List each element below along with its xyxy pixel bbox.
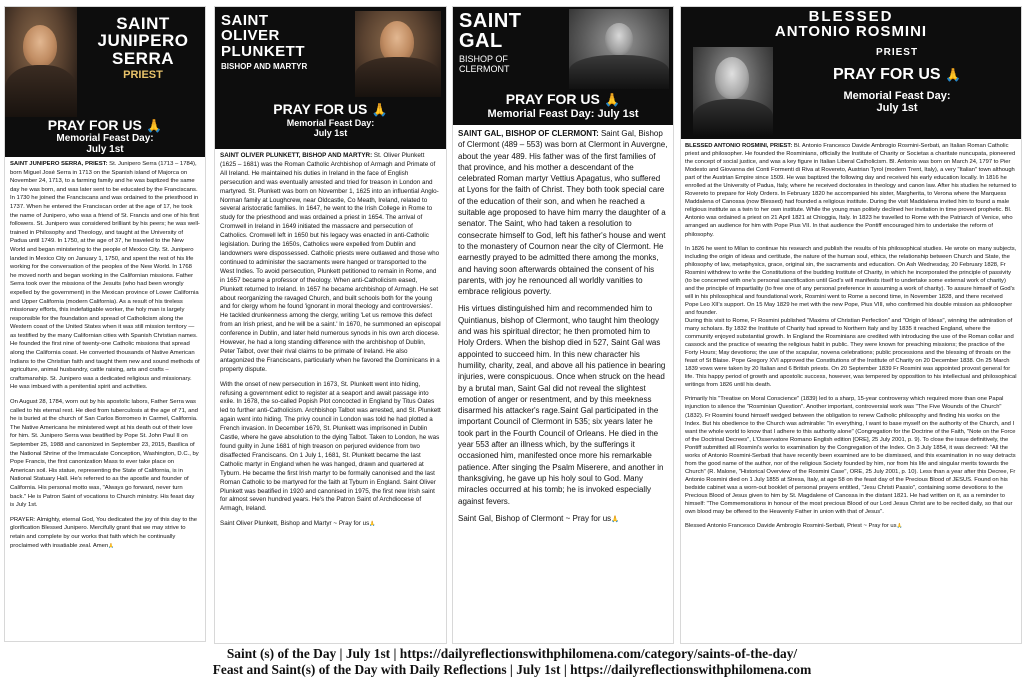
plunkett-paragraph-2: With the onset of new persecution in 1673, St. Plunkett went into hiding, refusing a government edict to register at a seaport and await passage into exile. In 1678, the so-called Popish Plot concocted in England by Titus Oates led to further anti-Catholicism. Archbishop Talbot was arrested, and St. Plunkett again went into hiding. The privy council in London was told he had plotted a French invasion. In December 1679, St. Plunkett was imprisoned in Dublin Castle, where he gave absolution to the dying Talbot. Taken to London, he was found guilty in June 1681 of high treason on perjured evidence from two disaffected Franciscans. On 1 July 1, 1681, St. Plunkett became the last Catholic martyr in England when he was hanged, drawn and quartered at Tyburn. He became the first Irish martyr to be formally canonised and the last Roman Catholic to be martyred for the faith at Tyburn in England. Saint Oliver Plunkett was beatified in 1920 and canonised in 1975, the first new Irish saint for almost seven hundred years. He's the Patron Saint of Archdiocese of Armagh, Ireland.: [220, 380, 441, 513]
junipero-paragraph-2: On August 28, 1784, worn out by his apostolic labors, Father Serra was called to his eternal rest. He died from tuberculosis at the age of 71, and he is buried at the church of San Carlos Borromeo in Carmel, California. The Native Americans he ministered wept at his death out of their love for him. St. Junipero Serra was beatified by Pope St. John Paul II on September 25, 1988 and canonized in September 23, 2015, Basilica of the National Shrine of the Immaculate Conception, Washington, D.C., by Pope Francis, the first canonization Mass to ever take place on American soil. His statue, representing the State of California, is in National Statuary Hall. He's referred to as the apostle and founder of California. His personal motto was, "Always go forward, never turn back." He is Patron Saint of vocations to Church ministry. His feast day is July 1st.: [10, 399, 199, 509]
plunkett-role: BISHOP AND MARTYR: [221, 61, 308, 71]
junipero-portrait-image: [5, 7, 77, 117]
praying-hands-icon: 🙏: [611, 515, 620, 523]
saint-oliver-plunkett-card: [214, 6, 447, 644]
rosmini-heading: BLESSED ANTONIO ROSMINI, PRIEST:: [685, 143, 793, 149]
junipero-name-line-2: JUNIPERO: [97, 31, 189, 51]
plunkett-heading: SAINT OLIVER PLUNKETT, BISHOP AND MARTYR:: [220, 152, 373, 159]
gal-prayer: Saint Gal, Bishop of Clermont ~ Pray for us: [458, 513, 612, 523]
junipero-name-line-3: SERRA: [111, 48, 174, 68]
rosmini-banner: [681, 7, 1021, 139]
gal-role-line-2: CLERMONT: [459, 63, 510, 74]
gal-heading: SAINT GAL, BISHOP OF CLERMONT:: [458, 129, 599, 138]
saint-gal-card: [452, 6, 674, 644]
junipero-name-line-1: SAINT: [116, 14, 170, 33]
blessed-antonio-rosmini-card: [680, 6, 1022, 644]
junipero-role: PRIEST: [123, 68, 163, 81]
rosmini-biography: [681, 139, 1021, 539]
footer-caption: [0, 646, 1024, 678]
junipero-paragraph-1: St. Junipero Serra (1713 – 1784), born Miguel José Serra in 1713 on the Spanish island of Majorca on November 24, 1713, to a farming family and he was baptized the same day he was born, and was later sent to be educated by the Franciscans. In 1730 he joined the Franciscans and was ordained to the priesthood in 1737. When he entered the Franciscan order at the age of 17, he took the name of Junipero, who was a friend of St. Francis and one of his first followers. St. Junipero was considered brilliant by his peers; he was well-trained in Philosophy and Theology, and taught at the University of Padua until 1749. In 1750, at the age of 37, he traveled to the New World and began ministering to the people of Mexico City. St. Junipero landed in Mexico City on January 1, 1750, and spent the rest of his life working for the conversation of the peoples of the New World. In 1768 he moved north and began working in the Californian missions. Father Serra took over the missions of the Jesuits (who had been wrongly expelled by the government) in the Mexican province of Lower California and Upper California (modern California). As a result of his tireless missionary efforts, this indefatigable worker, the holy man is largely responsible for the foundation and spread of Catholicism along the Western coast of the United States when it was still mission territory —as testified by the many Californian cities with Spanish Christian names. He founded the first nine of twenty-one Catholic missions that spread along the California coast. He converted thousands of Native American Indians to the Christian faith and taught them new and sound methods of agriculture, animal husbandry, cattle raising, arts and crafts – craftsmanship. St. Junipero was a dedicated religious and missionary. He was imbued with a penitential spirit and activities.: [10, 161, 200, 391]
plunkett-memorial-label: Memorial Feast Day:: [286, 118, 375, 128]
gal-name-line-1: SAINT: [459, 10, 522, 32]
plunkett-paragraph-1: St. Oliver Plunkett (1625 – 1681) was the Roman Catholic Archbishop of Armagh and Primate of All Ireland. He maintained his duties in Ireland in the face of English persecution and was eventually arrested and tried for treason in London and martyred. St. Plunkett was born on November 1, 1625 into an influential Anglo-Norman family at Loughcrew, near Oldcastle, Co Meath, Ireland, related to several aristocratic families. In 1647, he went to the Irish College in Rome to study for the priesthood and was ordained a priest in 1654. The arrival of Cromwell in Ireland in 1649 initiated the massacre and persecution of Catholics. Cromwell left in 1650 but his legacy was enacted in anti-Catholic legislation. During the 1650s, Catholics were expelled from Dublin and landowners were dispossessed. Catholic priests were outlawed and those who continued to administer the sacraments were hanged or transported to the West Indies. To avoid persecution, Plunkett petitioned to remain in Rome, and in 1657 became a professor of theology. When anti-Catholicism eased, Plunkett returned to Ireland. In 1657 he became archbishop of Armagh. He set about reorganizing the ravaged Church, and built schools both for the young and for clergy whom he found 'ignorant in moral theology and controversies'. He tackled drunkenness among the clergy, writing 'Let us remove this defect from an Irish priest, and he will be a saint.' In 1670, he summoned an episcopal conference in Dublin, and later held numerous synods in his own arch diocese. However, he had a long standing difference with the archbishop of Dublin, Peter Talbot, over their rival claims to be primate of Ireland. He also antagonized the Franciscans, particularly when he favored the Dominicans in a property dispute.: [220, 152, 441, 373]
praying-hands-icon: 🙏: [369, 521, 376, 528]
footer-line-2: Feast and Saint(s) of the Day with Daily Reflections | July 1st | https://dailyreflectionswithphilomena.com: [212, 662, 812, 677]
junipero-heading: SAINT JUNIPERO SERRA, PRIEST:: [10, 161, 108, 167]
rosmini-name-line-2: ANTONIO ROSMINI: [774, 23, 928, 41]
footer-line-1: Saint (s) of the Day | July 1st | https://dailyreflectionswithphilomena.com/category/saints-of-the-day/: [226, 646, 798, 661]
rosmini-paragraph-1: Bl. Antonio Francesco Davide Ambrogio Rosmini-Serbati, an Italian Roman Catholic priest and philosopher. He founded the Rosminians, officially the Institute of Charity or Societas a charitate nuncupata, pioneered the concept of social justice, and was a key figure in Italian Liberal Catholicism. Bl. Antonio was born on March 24, 1797 to Pier Modesto and Giovanna dei Conti Formenti di Riva at Rovereto, Austrian Tyrol (modern Trent, Italy), a very "Italian" town although part of the Austrian Empire since 1509. He was baptized the following day and received his early education locally. In 1816 he enrolled at the University of Padua, Italy, where he received doctorates in theology and canon law. After his studies he returned to Rovereto to prepare for Holy Orders. In February 1820 he accompanied his sister, Margherita, to Verona where the Marquess Maddalena of Canossa (now Blessed) had founded a religious institute. During the visit Maddalena invited him to found a male religious institute as a twin to her own institute. While the young man politely declined her invitation in time proved prophetic. Bl. Antonio was ordained a priest on 21 April 1821 at Chioggia, Italy. In 1823 he travelled to Rome with the Patriarch of Venice, who arranged an audience for him with Pope Pius VII. In that audience the Pontiff encouraged him to undertake the reform of philosophy.: [685, 143, 1017, 238]
saint-junipero-serra-card: [4, 6, 206, 642]
rosmini-memorial-label: Memorial Feast Day:: [843, 90, 951, 102]
plunkett-prayer: Saint Oliver Plunkett, Bishop and Martyr ~ Pray for us: [220, 520, 370, 528]
plunkett-pray-for-us: PRAY FOR US: [273, 101, 368, 117]
rosmini-portrait-image: [693, 47, 773, 137]
junipero-memorial-label: Memorial Feast Day:: [56, 133, 154, 144]
junipero-prayer: PRAYER: Almighty, eternal God, You dedicated the joy of this day to the glorification Blessed Junipero. Mercifully grant that we may strive to retain and complete by our works that faith which he continually proclaimed with insatiable zeal. Amen: [10, 516, 198, 549]
gal-paragraph-1: Saint Gal, Bishop of Clermont (489 – 553) was born at Clermont in Auvergne, about the year 489. His father was of the first families of that province, and his mother a descendant of the celebrated Roman martyr Vettius Apagatus, who suffered at Lyons for the faith of Christ. They both took special care of the education of their son, and when he reached a suitable age proposed to have him marry the daughter of a senator. The Saint, who had taken a resolution to consecrate himself to God, left his father's house and went to the monastery of Cournon near the city of Clermont. He earnestly prayed to be admitted there among the monks, and having soon afterwards obtained the consent of his parents, with joy he renounced all worldly vanities to embrace religious poverty.: [458, 129, 668, 297]
gal-portrait-image: [569, 9, 669, 89]
gal-biography: [453, 125, 673, 534]
praying-hands-icon: 🙏: [146, 118, 163, 133]
rosmini-prayer: Blessed Antonio Francesco Davide Ambrogio Rosmini-Serbati, Priest ~ Pray for us: [685, 523, 897, 530]
junipero-memorial-date: July 1st: [86, 144, 124, 155]
praying-hands-icon: 🙏: [371, 102, 388, 117]
plunkett-banner: [215, 7, 446, 149]
praying-hands-icon: 🙏: [945, 67, 961, 82]
plunkett-memorial-date: July 1st: [313, 127, 348, 138]
rosmini-paragraph-3: Primarily his "Treatise on Moral Conscience" (1839) led to a sharp, 15-year controversy which required more than one Papal injunction to silence the "Rosminian Question". Another important, controversial work was "The Five Wounds of the Church" (1832). Fr Rosmini found himself wedged between the obligation to renew Catholic philosophy and finding his works on the Index. But his obedience to the Church was admirable: "In everything, I want to base myself on the authority of the Church, and I want the whole world to know that I adhere to this authority alone" (Congregation for the Doctrine of the Faith, "Note on the Force of the Doctrinal Decrees", L'Osservatore Romano English edition [ORE], 25 July 2001, p. 9). To close the issue definitively, the Pontiff submitted all Rosmini's works to examination by the Congregation of the Index. On 3 July 1854, it was decreed: "All the works of Antonio Rosmini-Serbati that have recently been examined are to be dismissed, and this examination in no way detracts from the good name of the author, nor of the religious Society founded by him, nor from his life and singular merits towards the Church" (R. Malone, "Historical Overview of the Rosmini Case", ORE, 25 July 2001, p. 10). Less than a year after this Decree, Fr Antonio Rosmini died on 1 July 1855 at Stresa, Italy, at age 58 on the feast day of the Precious Blood of JESUS. Found on his bedside cabinet was a worn-out booklet of personal prayers entitled, "Jesu Christi Passio", containing some devotions to the Precious Blood of Jesus given to him by St. Magdalene of Canossa in the distant 1821. He had written on it, as a reminder to himself: "The Commemorations in honour of the most precious Blood of our Lord Jesus Christ are to be recited daily, so that our own blood may be offered to the Heavenly Father in union with that of Jesus".: [685, 396, 1016, 516]
gal-pray-for-us: PRAY FOR US: [505, 91, 600, 107]
gal-memorial: Memorial Feast Day: July 1st: [487, 108, 639, 120]
rosmini-paragraph-2: In 1826 he went to Milan to continue his research and publish the results of his philosophical studies. He wrote on many subjects, including the origin of ideas and certitude, the nature of the human soul, ethics, the relationship between Church and State, the philosophy of law, metaphysics, grace, original sin, the sacraments and education. On Ash Wednesday, 20 February 1828, Fr Rosmini withdrew to write the Constitutions of the budding Institute of Charity, in which he incorporated the principle of passivity (to be concerned with one's personal sanctification until God's will manifests itself to undertake some external work of charity) and the principle of impartiality (to free one of any personal preference in assuming a work of charity). To assure himself of God's will in his philosophical and foundational work, Rosmini went to Rome a second time, in November 1828, and there received Pope Leo XII's support. On 15 May 1829 he met with the new Pope, Pius VIII, who confirmed his double mission as philosopher and founder. During this visit to Rome, Fr Rosmini published "Maxims of Christian Perfection" and "Origin of Ideas", winning the admiration of many scholars. By 1832 the Institute of Charity had spread to Northern Italy and by 1835 it reached England, where the community enjoyed substantial growth. In England the Rosminians are credited with introducing the use of the Roman collar and cassock and the practice of wearing the religious habit in public. They were known for preaching missions; the practice of the Forty Hours; May devotions; the use of the scapular, novena celebrations; public processions and the blessing of throats on the feast of St Blaise. Pope Gregory XVI approved the Constitutions of the Institute of Charity on 20 December 1838. On 25 March 1839 vows were taken by 20 Italian and 6 British priests. On 20 September 1839 Fr Rosmini was appointed provost general for life. This happy period of growth and apostolic success, however, was tempered by opposition to his intellectual and philosophical writings from 1826 until his death.: [685, 245, 1017, 389]
junipero-banner: [5, 7, 205, 157]
gal-banner: [453, 7, 673, 125]
praying-hands-icon: 🙏: [108, 543, 115, 549]
praying-hands-icon: 🙏: [896, 523, 903, 529]
rosmini-role: PRIEST: [875, 47, 919, 58]
gal-role-line-1: BISHOP OF: [459, 53, 508, 64]
rosmini-name-line-1: BLESSED: [808, 8, 894, 25]
plunkett-name-line-1: SAINT: [221, 12, 269, 29]
praying-hands-icon: 🙏: [604, 92, 621, 107]
rosmini-memorial-date: July 1st: [876, 102, 918, 115]
junipero-biography: [5, 157, 205, 560]
rosmini-pray-for-us: PRAY FOR US: [833, 66, 941, 83]
gal-paragraph-2: His virtues distinguished him and recommended him to Quintianus, bishop of Clermont, who taught him theology and was his spiritual director; he then promoted him to Holy Orders. When the bishop died in 527, Saint Gal was appointed to succeed him. In this new character his humility, charity, zeal, and above all his patience in bearing injuries, were conspicuous. Once when struck on the head by a brutal man, Saint Gal did not reveal the slightest emotion of anger or resentment, and by this meekness disarmed his attacker's rage.Saint Gal participated in the important Council of Clermont in 535; six years later he took part in the Fourth Council of Orleans. He died in the year 553 after an illness which, by the sufferings it occasioned him, manifested once more his remarkable patience. After singing the Psalm Miserere, and another in thanksgiving, he gave up his holy soul to God. Many miracles occurred at his tomb; he is invoked especially against fevers.: [458, 304, 666, 506]
plunkett-biography: [215, 149, 446, 538]
plunkett-name-line-2: OLIVER: [221, 27, 280, 45]
plunkett-portrait-image: [355, 11, 441, 97]
plunkett-name-line-3: PLUNKETT: [221, 42, 305, 60]
gal-name-line-2: GAL: [459, 30, 503, 53]
junipero-pray-for-us: PRAY FOR US: [47, 117, 142, 133]
